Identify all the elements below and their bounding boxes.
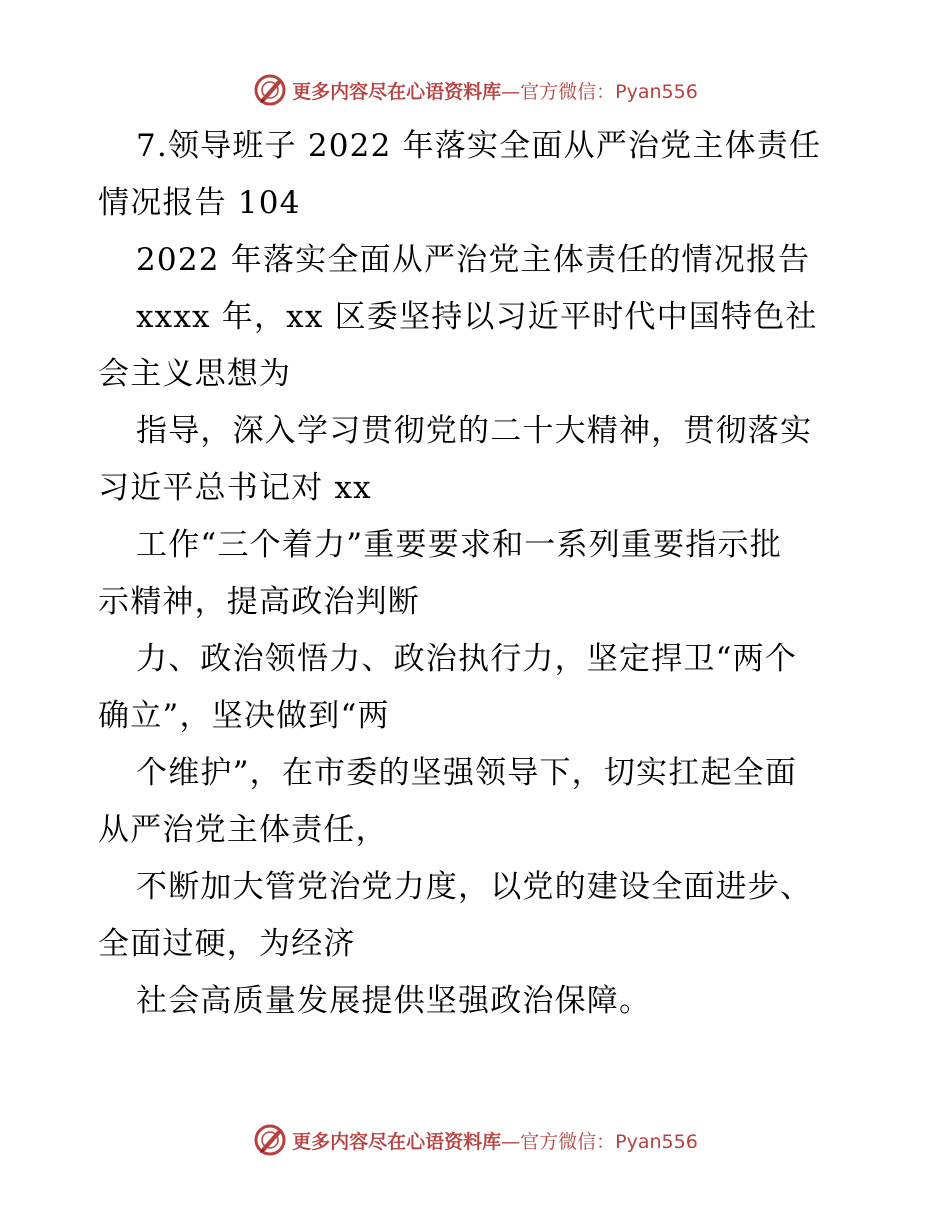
body-line: 会主义思想为: [98, 356, 292, 392]
header-banner-contact: 官方微信：Pyan556: [520, 80, 698, 103]
pen-logo-icon: [252, 1122, 288, 1158]
body-line: 个维护”，在市委的坚强领导下，切实扛起全面: [136, 755, 798, 791]
footer-banner-contact: 官方微信：Pyan556: [520, 1130, 698, 1153]
footer-banner-main: 更多内容尽在心语资料库: [292, 1130, 502, 1153]
header-banner: [0, 70, 950, 110]
body-line: 不断加大管党治党力度，以党的建设全面进步、: [136, 869, 813, 905]
header-banner-text: [292, 77, 698, 104]
footer-banner-text: [292, 1127, 698, 1154]
body-line: 情况报告 104: [98, 185, 301, 221]
footer-banner-separator: —: [501, 1130, 521, 1153]
body-line: 示精神，提高政治判断: [98, 584, 420, 620]
pen-logo-icon: [252, 72, 288, 108]
body-line: 力、政治领悟力、政治执行力，坚定捍卫“两个: [136, 641, 798, 677]
body-line: 2022 年落实全面从严治党主体责任的情况报告: [136, 242, 811, 278]
body-line: 确立”，坚决做到“两: [98, 698, 390, 734]
body-line: 习近平总书记对 xx: [98, 470, 372, 506]
body-line: 工作“三个着力”重要要求和一系列重要指示批: [136, 527, 782, 563]
body-line: 全面过硬，为经济: [98, 926, 356, 962]
body-line: xxxx 年，xx 区委坚持以习近平时代中国特色社: [136, 299, 818, 335]
body-line: 从严治党主体责任，: [98, 812, 388, 848]
header-banner-separator: —: [501, 80, 521, 103]
header-banner-main: 更多内容尽在心语资料库: [292, 80, 502, 103]
document-body: [98, 118, 858, 1030]
body-line: 社会高质量发展提供坚强政治保障。: [136, 983, 652, 1019]
body-line: 指导，深入学习贯彻党的二十大精神，贯彻落实: [136, 413, 813, 449]
footer-banner: [0, 1120, 950, 1160]
body-line: 7.领导班子 2022 年落实全面从严治党主体责任: [136, 128, 822, 164]
